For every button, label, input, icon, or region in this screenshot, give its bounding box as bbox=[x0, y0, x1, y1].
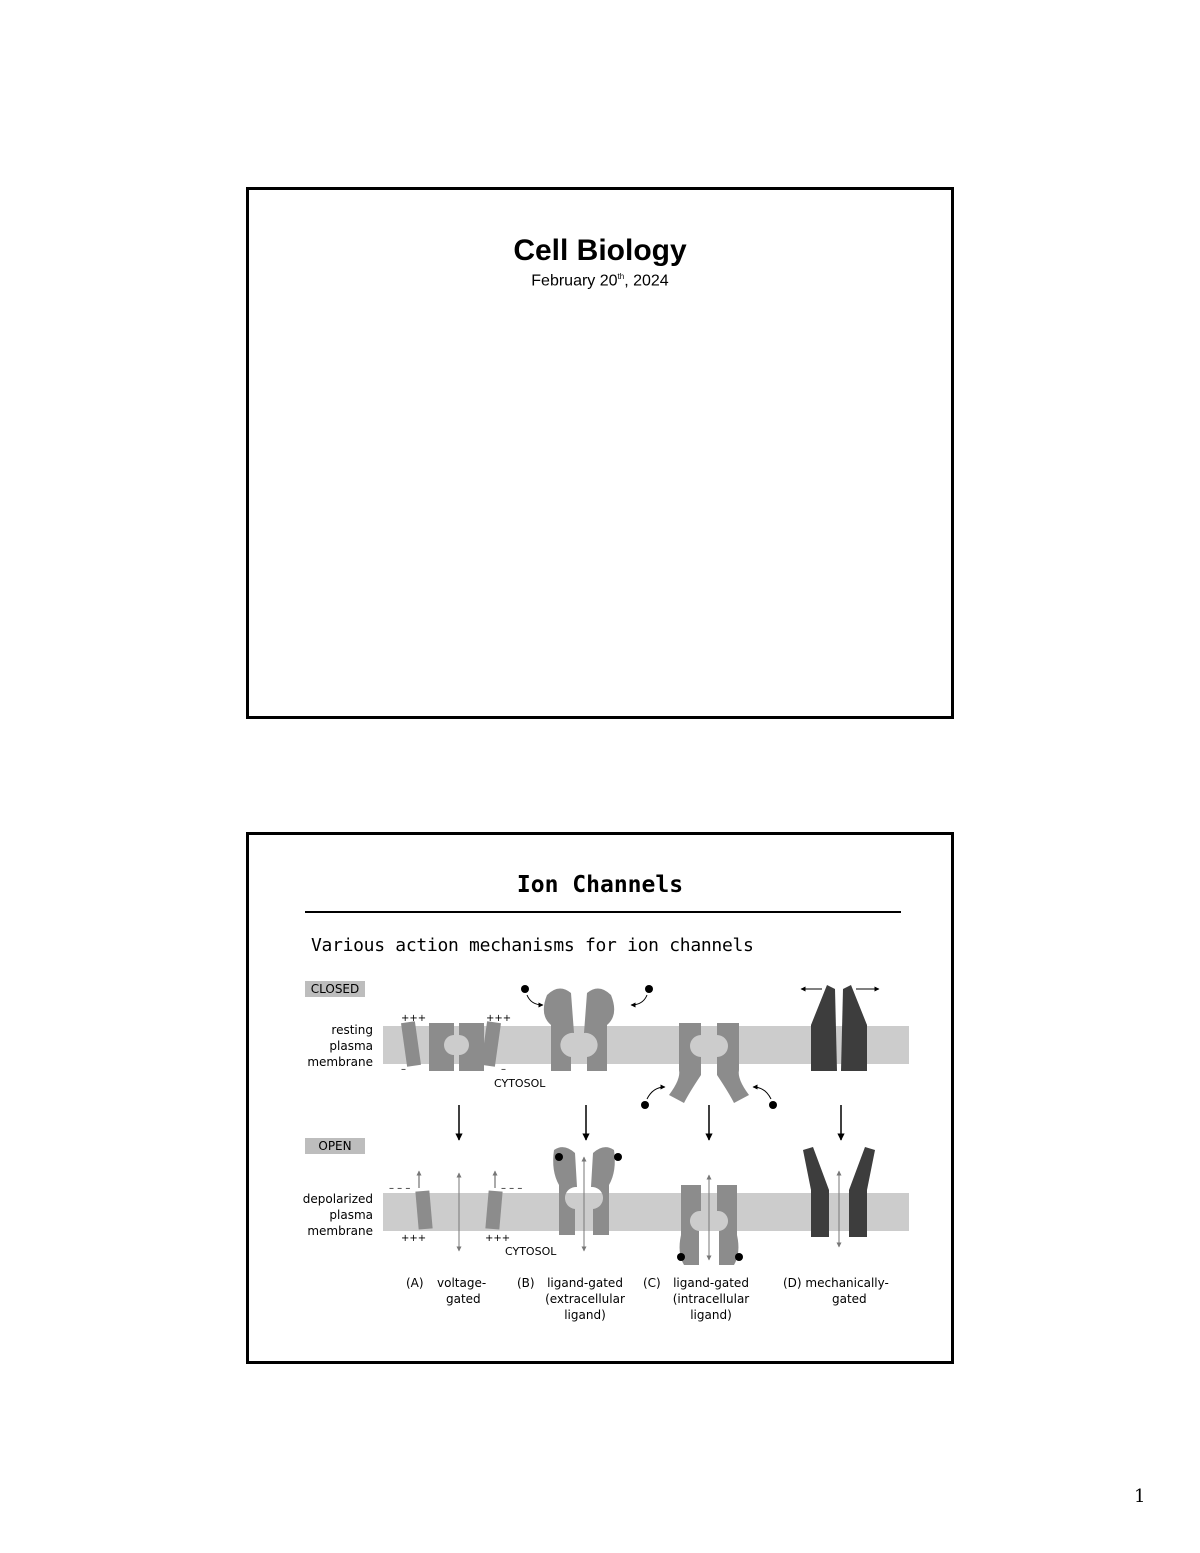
minus-charge-a-right: – bbox=[501, 1064, 506, 1075]
minus-charge-a-left: – bbox=[401, 1064, 406, 1075]
ligand-c-left bbox=[641, 1101, 649, 1109]
plus-charges-a-right: +++ bbox=[486, 1013, 512, 1024]
slide-2-title: Ion Channels bbox=[516, 872, 684, 898]
plus-charges-a-left: +++ bbox=[401, 1013, 427, 1024]
slide-1-title: Cell Biology bbox=[513, 234, 687, 267]
channel-b-open bbox=[553, 1147, 615, 1251]
page-number: 1 bbox=[1134, 1486, 1146, 1507]
resting-label-3: membrane bbox=[307, 1055, 373, 1069]
caption-b-letter: (B) bbox=[517, 1276, 535, 1290]
ligand-b-open-left bbox=[555, 1153, 563, 1161]
caption-a-line2: gated bbox=[446, 1292, 481, 1306]
ligand-c-right bbox=[769, 1101, 777, 1109]
cytosol-label-open: CYTOSOL bbox=[505, 1245, 557, 1258]
caption-c-line2: (intracellular bbox=[672, 1292, 750, 1306]
slide-2-body-text: Various action mechanisms for ion channels bbox=[311, 935, 754, 956]
slide-2 bbox=[246, 832, 954, 1364]
channel-c-open bbox=[680, 1175, 739, 1265]
ion-channel-figure bbox=[289, 975, 919, 1335]
caption-b-line3: ligand) bbox=[564, 1308, 606, 1322]
slide-1 bbox=[246, 187, 954, 719]
minus-charges-a-open-right: – – – bbox=[501, 1183, 523, 1194]
ligand-b-open-right bbox=[614, 1153, 622, 1161]
caption-d-line1: (D) mechanically- bbox=[783, 1276, 889, 1290]
cytosol-label-closed: CYTOSOL bbox=[494, 1077, 546, 1090]
minus-charges-a-open-left: – – – bbox=[389, 1183, 411, 1194]
date-year: , 2024 bbox=[624, 272, 669, 290]
date-main: February 20 bbox=[531, 272, 618, 290]
date-superscript: th bbox=[617, 272, 625, 281]
slide-1-date bbox=[249, 272, 951, 290]
resting-label-1: resting bbox=[331, 1023, 373, 1037]
depolarized-label-1: depolarized bbox=[302, 1192, 373, 1206]
depolarized-label-3: membrane bbox=[307, 1224, 373, 1238]
ligand-b-right bbox=[645, 985, 653, 993]
ligand-b-left bbox=[521, 985, 529, 993]
resting-label-2: plasma bbox=[329, 1039, 373, 1053]
depolarized-label-2: plasma bbox=[329, 1208, 373, 1222]
caption-c-line1: ligand-gated bbox=[673, 1276, 749, 1290]
plus-charges-a-open-left: +++ bbox=[401, 1233, 427, 1244]
open-label: OPEN bbox=[318, 1139, 352, 1153]
closed-label: CLOSED bbox=[310, 982, 360, 996]
caption-a-line1: voltage- bbox=[437, 1276, 487, 1290]
caption-a-letter: (A) bbox=[406, 1276, 424, 1290]
ligand-c-open-left bbox=[677, 1253, 685, 1261]
caption-d-line2: gated bbox=[832, 1292, 867, 1306]
caption-c-line3: ligand) bbox=[690, 1308, 732, 1322]
caption-c-letter: (C) bbox=[643, 1276, 661, 1290]
depolarized-membrane bbox=[383, 1193, 909, 1231]
plus-charges-a-open-right: +++ bbox=[485, 1233, 511, 1244]
title-underline bbox=[305, 911, 901, 913]
ligand-c-open-right bbox=[735, 1253, 743, 1261]
caption-b-line2: (extracellular bbox=[545, 1292, 625, 1306]
caption-b-line1: ligand-gated bbox=[547, 1276, 623, 1290]
channel-d-open bbox=[803, 1147, 875, 1247]
